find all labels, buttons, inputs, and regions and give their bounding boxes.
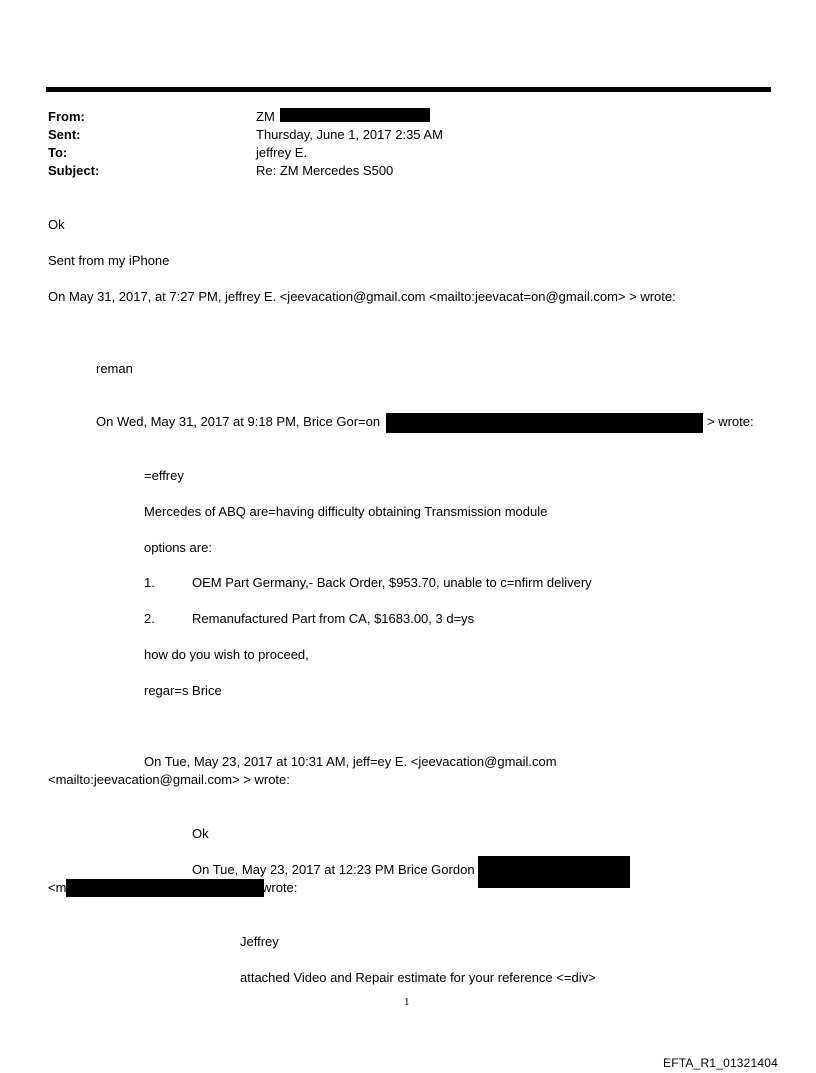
redaction-from xyxy=(280,108,430,122)
sent-value: Thursday, June 1, 2017 2:35 AM xyxy=(256,127,443,142)
quote-header-2-suffix: > wrote: xyxy=(707,414,754,429)
quote-header-1: On May 31, 2017, at 7:27 PM, jeffrey E. <jeevacation@gmail.com <mailto:jeevacat=on@gmail.com> > wrote: xyxy=(48,289,676,304)
to-label: To: xyxy=(48,145,68,160)
sent-label: Sent: xyxy=(48,127,81,142)
subject-value: Re: ZM Mercedes S500 xyxy=(256,163,394,178)
to-value: jeffrey E. xyxy=(256,145,308,160)
body-jeffrey: Jeffrey xyxy=(240,934,279,949)
header-rule xyxy=(46,87,771,92)
attached-line: attached Video and Repair estimate for your reference <=div> xyxy=(240,970,596,985)
from-value: ZM xyxy=(256,109,275,124)
proceed-line: how do you wish to proceed, xyxy=(144,647,309,662)
subject-label: Subject: xyxy=(48,163,100,178)
mercedes-line: Mercedes of ABQ are=having difficulty obtaining Transmission module xyxy=(144,504,548,519)
body-ok-2: Ok xyxy=(192,826,209,841)
option-1-number: 1. xyxy=(144,575,155,590)
page-number: 1 xyxy=(404,996,410,1008)
redaction-quote4-name xyxy=(478,856,630,888)
from-label: From: xyxy=(48,109,85,124)
sent-from-iphone: Sent from my iPhone xyxy=(48,253,170,268)
regards-line: regar=s Brice xyxy=(144,683,222,698)
document-id: EFTA_R1_01321404 xyxy=(663,1056,779,1070)
quote-header-4-line-2-suffix: wrote: xyxy=(262,880,298,895)
quote-header-2: On Wed, May 31, 2017 at 9:18 PM, Brice Gor=on xyxy=(96,414,381,429)
body-ok-1: Ok xyxy=(48,217,65,232)
option-2-text: Remanufactured Part from CA, $1683.00, 3 d=ys xyxy=(192,611,475,626)
greeting: =effrey xyxy=(144,468,184,483)
quote-header-4-line-2-prefix: <m xyxy=(48,880,67,895)
quote-header-4-line-1: On Tue, May 23, 2017 at 12:23 PM Brice Gordon xyxy=(192,862,475,877)
option-1-text: OEM Part Germany,- Back Order, $953.70, unable to c=nfirm delivery xyxy=(192,575,592,590)
redaction-quote2 xyxy=(386,413,703,433)
body-reman: reman xyxy=(96,361,133,376)
redaction-quote4-email xyxy=(66,879,264,897)
quote-header-3-line-1: On Tue, May 23, 2017 at 10:31 AM, jeff=ey E. <jeevacation@gmail.com xyxy=(144,754,557,769)
options-are: options are: xyxy=(144,540,212,555)
option-2-number: 2. xyxy=(144,611,155,626)
quote-header-3-line-2: <mailto:jeevacation@gmail.com> > wrote: xyxy=(48,772,290,787)
